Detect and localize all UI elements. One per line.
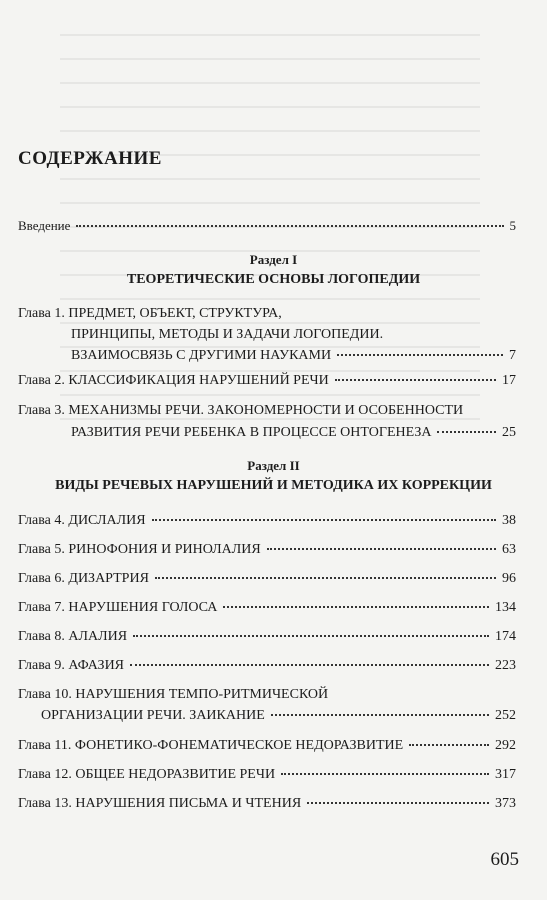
chapter-number: Глава 1. <box>18 306 65 321</box>
toc-page-number: 134 <box>495 600 516 615</box>
toc-entry-chapter-7[interactable] <box>18 599 516 617</box>
toc-entry-chapter-2[interactable] <box>18 372 516 390</box>
toc-page-number: 373 <box>495 796 516 811</box>
toc-page-number: 17 <box>502 373 516 388</box>
chapter-title-line: ДИСЛАЛИЯ <box>68 513 146 528</box>
chapter-title-line: ФОНЕТИКО-ФОНЕМАТИЧЕСКОЕ НЕДОРАЗВИТИЕ <box>74 738 404 753</box>
chapter-number: Глава 12. <box>18 767 72 782</box>
toc-page-number: 223 <box>495 658 516 673</box>
toc-entry-chapter-9[interactable] <box>18 657 516 675</box>
chapter-title-line: НАРУШЕНИЯ ПИСЬМА И ЧТЕНИЯ <box>75 796 302 811</box>
chapter-title-line: КЛАССИФИКАЦИЯ НАРУШЕНИЙ РЕЧИ <box>68 373 329 388</box>
toc-entry-chapter-6[interactable] <box>18 570 516 588</box>
toc-page-number: 25 <box>502 425 516 440</box>
leader-dots <box>437 431 496 433</box>
leader-dots <box>152 519 496 521</box>
section-title: ВИДЫ РЕЧЕВЫХ НАРУШЕНИЙ И МЕТОДИКА ИХ КОРРЕКЦИИ <box>55 478 492 493</box>
toc-entry-chapter-8[interactable] <box>18 628 516 646</box>
chapter-title-line: ОРГАНИЗАЦИИ РЕЧИ. ЗАИКАНИЕ <box>41 708 265 723</box>
section-label: Раздел II <box>247 458 300 473</box>
section-title: ТЕОРЕТИЧЕСКИЕ ОСНОВЫ ЛОГОПЕДИИ <box>126 272 421 287</box>
toc-entry-label: Введение <box>18 218 71 233</box>
toc-entry-chapter-12[interactable] <box>18 766 516 784</box>
section-heading-1 <box>0 252 547 288</box>
toc-page-number: 252 <box>495 708 516 723</box>
page-number: 605 <box>490 849 519 870</box>
toc-entry-chapter-13[interactable] <box>18 795 516 813</box>
chapter-title-line: ПРИНЦИПЫ, МЕТОДЫ И ЗАДАЧИ ЛОГОПЕДИИ. <box>71 327 384 342</box>
chapter-title-line: НАРУШЕНИЯ ГОЛОСА <box>68 600 218 615</box>
section-heading-2 <box>0 458 547 494</box>
leader-dots <box>271 714 489 716</box>
chapter-title-line: ОБЩЕЕ НЕДОРАЗВИТИЕ РЕЧИ <box>75 767 276 782</box>
leader-dots <box>267 548 496 550</box>
leader-dots <box>133 635 489 637</box>
leader-dots <box>130 664 489 666</box>
toc-entry-chapter-1[interactable] <box>18 305 516 365</box>
chapter-number: Глава 8. <box>18 629 65 644</box>
toc-entry-chapter-10[interactable] <box>18 686 516 725</box>
toc-page-number: 5 <box>509 218 516 233</box>
chapter-number: Глава 6. <box>18 571 65 586</box>
leader-dots <box>335 379 496 381</box>
leader-dots <box>155 577 496 579</box>
chapter-title-line: ПРЕДМЕТ, ОБЪЕКТ, СТРУКТУРА, <box>68 306 282 321</box>
chapter-title-line: АЛАЛИЯ <box>68 629 128 644</box>
chapter-number: Глава 11. <box>18 738 72 753</box>
chapter-number: Глава 13. <box>18 796 72 811</box>
leader-dots <box>337 354 503 356</box>
chapter-number: Глава 9. <box>18 658 65 673</box>
chapter-title-line: ДИЗАРТРИЯ <box>68 571 149 586</box>
chapter-number: Глава 5. <box>18 542 65 557</box>
toc-page-number: 7 <box>509 348 516 363</box>
toc-entry-chapter-4[interactable] <box>18 512 516 530</box>
toc-entry-chapter-11[interactable] <box>18 737 516 755</box>
chapter-title-line: ВЗАИМОСВЯЗЬ С ДРУГИМИ НАУКАМИ <box>71 348 332 363</box>
chapter-title-line: РАЗВИТИЯ РЕЧИ РЕБЕНКА В ПРОЦЕССЕ ОНТОГЕНЕЗА <box>71 425 432 440</box>
chapter-number: Глава 2. <box>18 373 65 388</box>
chapter-title-line: АФАЗИЯ <box>68 658 125 673</box>
chapter-number: Глава 10. <box>18 687 72 702</box>
toc-page-number: 38 <box>502 513 516 528</box>
toc-entry-intro[interactable] <box>18 217 516 235</box>
leader-dots <box>281 773 489 775</box>
chapter-title-line: РИНОФОНИЯ И РИНОЛАЛИЯ <box>68 542 261 557</box>
leader-dots <box>76 225 503 227</box>
toc-page-number: 63 <box>502 542 516 557</box>
toc-page-number: 96 <box>502 571 516 586</box>
leader-dots <box>223 606 489 608</box>
chapter-number: Глава 7. <box>18 600 65 615</box>
chapter-title-line: НАРУШЕНИЯ ТЕМПО-РИТМИЧЕСКОЙ <box>75 687 329 702</box>
toc-page-number: 317 <box>495 767 516 782</box>
leader-dots <box>307 802 489 804</box>
toc-entry-chapter-3[interactable] <box>18 402 516 442</box>
toc-page-number: 174 <box>495 629 516 644</box>
toc-entry-chapter-5[interactable] <box>18 541 516 559</box>
leader-dots <box>409 744 489 746</box>
chapter-title-line: МЕХАНИЗМЫ РЕЧИ. ЗАКОНОМЕРНОСТИ И ОСОБЕННОСТИ <box>68 403 464 418</box>
chapter-number: Глава 3. <box>18 403 65 418</box>
chapter-number: Глава 4. <box>18 513 65 528</box>
page-title: СОДЕРЖАНИЕ <box>18 148 162 169</box>
section-label: Раздел I <box>249 252 298 267</box>
toc-page-number: 292 <box>495 738 516 753</box>
